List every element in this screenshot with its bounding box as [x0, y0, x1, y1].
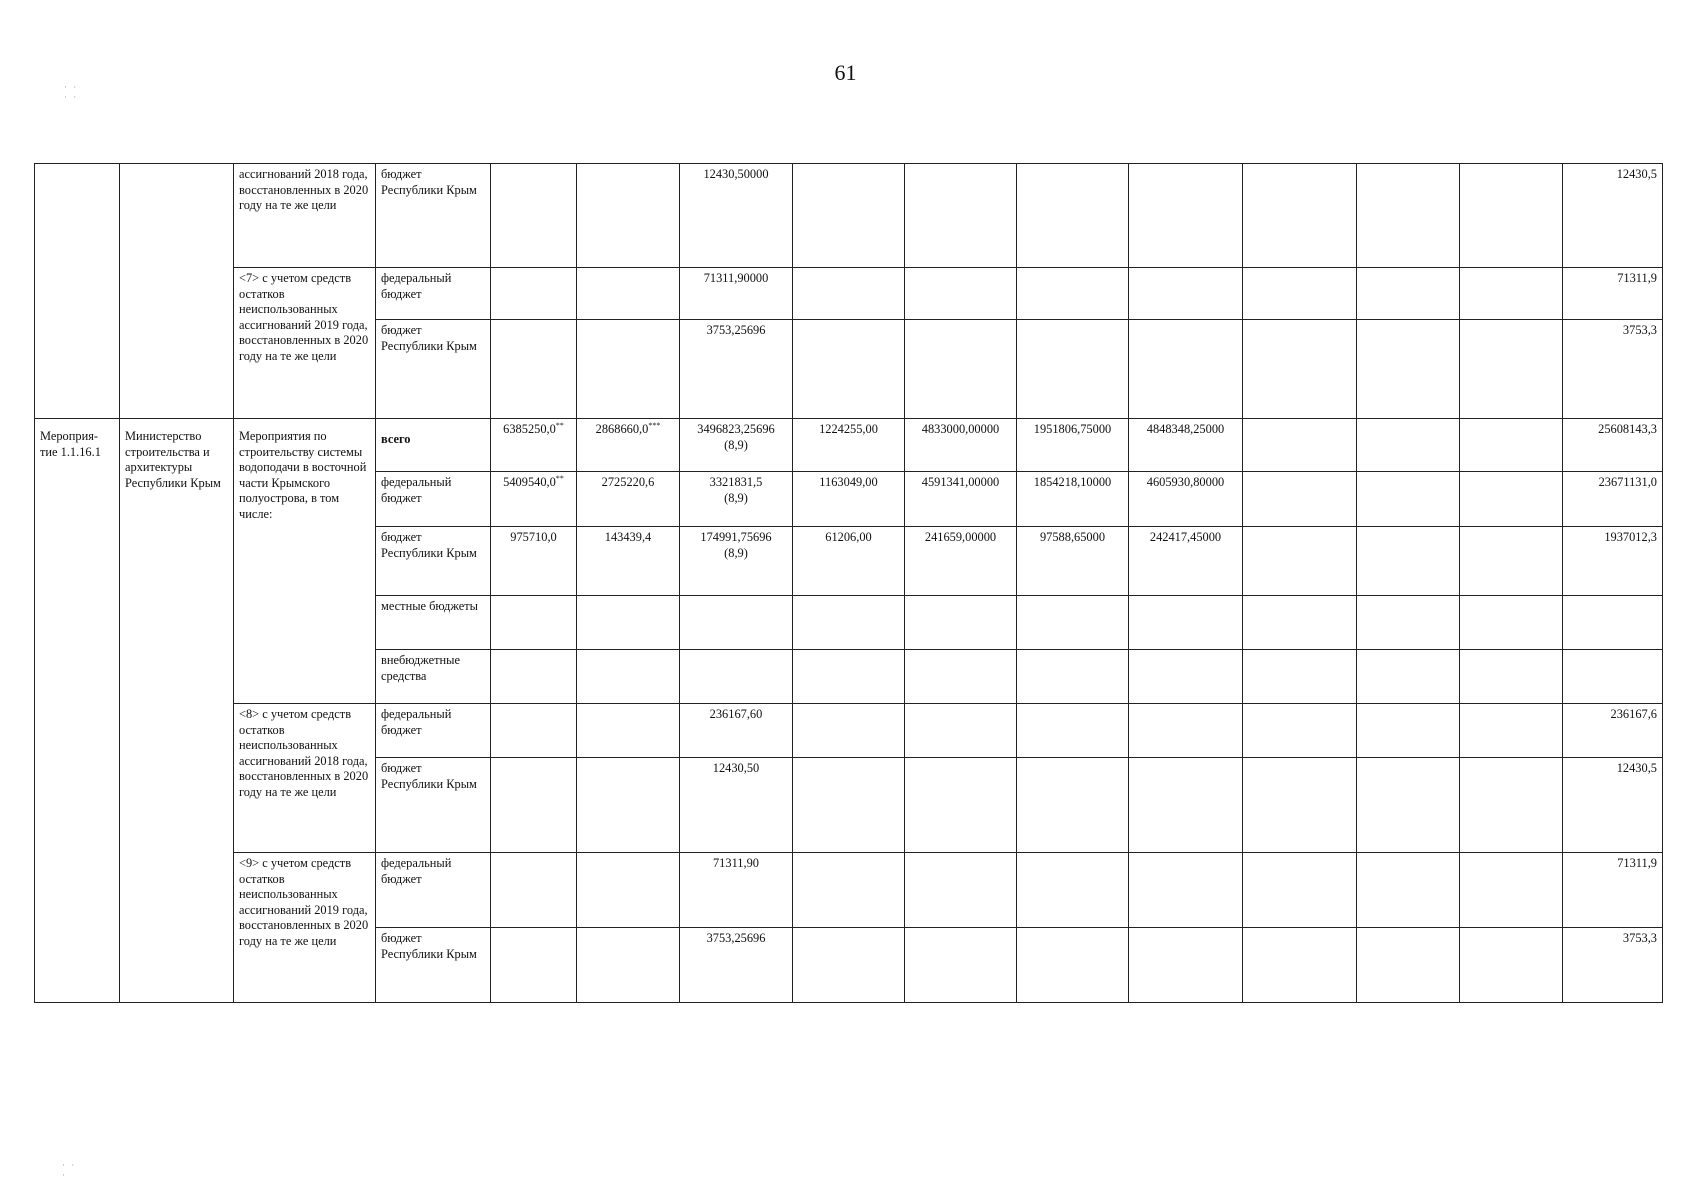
- value-2018: 6385250,0**: [491, 419, 577, 472]
- empty-cell: [120, 164, 234, 419]
- value-2018: 5409540,0**: [491, 472, 577, 527]
- source-local: местные бюджеты: [376, 596, 491, 650]
- scan-speck: · · ·: [62, 1160, 77, 1180]
- value-2023: 97588,65000: [1017, 527, 1129, 596]
- page-number: 61: [834, 60, 857, 85]
- value-2020: 236167,60: [680, 704, 793, 758]
- source-republic: бюджет Республики Крым: [376, 320, 491, 419]
- source-republic: бюджет Республики Крым: [376, 164, 491, 268]
- source-republic: бюджет Республики Крым: [376, 527, 491, 596]
- value-total: 71311,9: [1563, 853, 1663, 928]
- event-code: Мероприя-тие 1.1.16.1: [35, 419, 120, 1003]
- value-2021: 1224255,00: [793, 419, 905, 472]
- value-2020: 174991,75696 (8,9): [680, 527, 793, 596]
- value-2020: 71311,90000: [680, 268, 793, 320]
- event-executor: Министерство строительства и архитектуры Республики Крым: [120, 419, 234, 1003]
- value-total: 1937012,3: [1563, 527, 1663, 596]
- table-row: [35, 164, 1663, 268]
- value-2020: 71311,90: [680, 853, 793, 928]
- table-row: [35, 704, 1663, 758]
- value-2020: 12430,50: [680, 758, 793, 853]
- budget-table: [34, 163, 1663, 1003]
- value-total: 12430,5: [1563, 758, 1663, 853]
- value-2021: 61206,00: [793, 527, 905, 596]
- table-row: [35, 419, 1663, 472]
- value-2019: 143439,4: [577, 527, 680, 596]
- note-9: <9> с учетом средств остатков неиспользованных ассигнований 2019 года, восстановленных в 2020 году на те же цели: [234, 853, 376, 1003]
- value-2018: 975710,0: [491, 527, 577, 596]
- value-2022: 4833000,00000: [905, 419, 1017, 472]
- note-8: <8> с учетом средств остатков неиспользованных ассигнований 2018 года, восстановленных в 2020 году на те же цели: [234, 704, 376, 853]
- scan-speck: · · · ·: [64, 82, 79, 102]
- source-republic: бюджет Республики Крым: [376, 758, 491, 853]
- source-total: всего: [376, 419, 491, 472]
- source-extra: внебюджетные средства: [376, 650, 491, 704]
- table-row: [35, 268, 1663, 320]
- value-2024: 4605930,80000: [1129, 472, 1243, 527]
- value-2023: 1951806,75000: [1017, 419, 1129, 472]
- value-2024: 4848348,25000: [1129, 419, 1243, 472]
- value-total: 12430,5: [1563, 164, 1663, 268]
- value-2021: 1163049,00: [793, 472, 905, 527]
- value-2019: 2725220,6: [577, 472, 680, 527]
- value-total: 3753,3: [1563, 320, 1663, 419]
- value-2022: 241659,00000: [905, 527, 1017, 596]
- value-2024: 242417,45000: [1129, 527, 1243, 596]
- note-2018-continuation: ассигнований 2018 года, восстановленных в 2020 году на те же цели: [234, 164, 376, 268]
- value-2020: 3753,25696: [680, 320, 793, 419]
- value-2022: 4591341,00000: [905, 472, 1017, 527]
- source-federal: федеральный бюджет: [376, 472, 491, 527]
- value-2020: 3321831,5 (8,9): [680, 472, 793, 527]
- source-federal: федеральный бюджет: [376, 704, 491, 758]
- value-total: 25608143,3: [1563, 419, 1663, 472]
- empty-cell: [35, 164, 120, 419]
- value-2020: 12430,50000: [680, 164, 793, 268]
- value-total: 236167,6: [1563, 704, 1663, 758]
- source-republic: бюджет Республики Крым: [376, 928, 491, 1003]
- value-total: 3753,3: [1563, 928, 1663, 1003]
- value-total: 71311,9: [1563, 268, 1663, 320]
- source-federal: федеральный бюджет: [376, 853, 491, 928]
- value-2019: 2868660,0***: [577, 419, 680, 472]
- value-total: 23671131,0: [1563, 472, 1663, 527]
- table-row: [35, 853, 1663, 928]
- value-2020: 3496823,25696 (8,9): [680, 419, 793, 472]
- event-name: Мероприятия по строительству системы водоподачи в восточной части Крымского полуострова, в том числе:: [234, 419, 376, 704]
- source-federal: федеральный бюджет: [376, 268, 491, 320]
- note-7: <7> с учетом средств остатков неиспользованных ассигнований 2019 года, восстановленных в 2020 году на те же цели: [234, 268, 376, 419]
- value-2020: 3753,25696: [680, 928, 793, 1003]
- value-2023: 1854218,10000: [1017, 472, 1129, 527]
